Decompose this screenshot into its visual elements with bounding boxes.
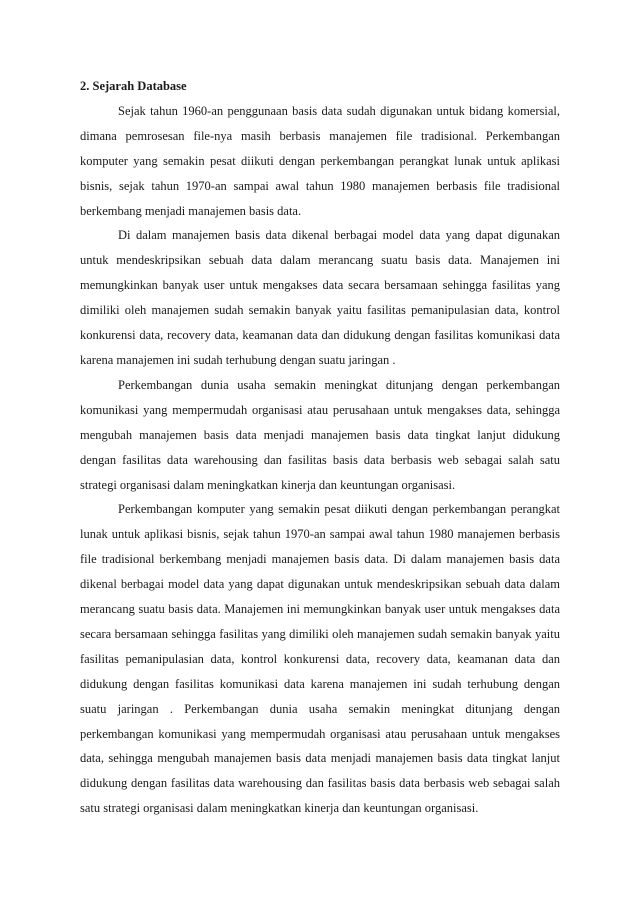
paragraph-3: Perkembangan dunia usaha semakin meningkat ditunjang dengan perkembangan komunikasi yang mempermudah organisasi atau perusahaan untuk mengakses data, sehingga mengubah manajemen basis data menjadi manajemen basis data tingkat lanjut didukung dengan fasilitas data warehousing dan fasilitas basis data berbasis web sebagai salah satu strategi organisasi dalam meningkatkan kinerja dan keuntungan organisasi. [80, 377, 560, 492]
document-content [80, 74, 560, 821]
paragraph-2: Di dalam manajemen basis data dikenal berbagai model data yang dapat digunakan untuk mendeskripsikan sebuah data dalam merancang suatu basis data. Manajemen ini memungkinkan banyak user untuk mengakses data secara bersamaan sehingga fasilitas yang dimiliki oleh manajemen sudah semakin banyak yaitu fasilitas pemanipulasian data, kontrol konkurensi data, recovery data, keamanan data dan didukung dengan fasilitas komunikasi data karena manajemen ini sudah terhubung dengan suatu jaringan . [80, 228, 560, 367]
paragraph-1: Sejak tahun 1960-an penggunaan basis data sudah digunakan untuk bidang komersial, dimana pemrosesan file-nya masih berbasis manajemen file tradisional. Perkembangan komputer yang semakin pesat diikuti dengan perkembangan perangkat lunak untuk aplikasi bisnis, sejak tahun 1970-an sampai awal tahun 1980 manajemen berbasis file tradisional berkembang menjadi manajemen basis data. [80, 103, 560, 218]
section-heading: 2. Sejarah Database [80, 79, 187, 93]
paragraph-4: Perkembangan komputer yang semakin pesat diikuti dengan perkembangan perangkat lunak untuk aplikasi bisnis, sejak tahun 1970-an sampai awal tahun 1980 manajemen berbasis file tradisional berkembang menjadi manajemen basis data. Di dalam manajemen basis data dikenal berbagai model data yang dapat digunakan untuk mendeskripsikan sebuah data dalam merancang suatu basis data. Manajemen ini memungkinkan banyak user untuk mengakses data secara bersamaan sehingga fasilitas yang dimiliki oleh manajemen sudah semakin banyak yaitu fasilitas pemanipulasian data, kontrol konkurensi data, recovery data, keamanan data dan didukung dengan fasilitas komunikasi data karena manajemen ini sudah terhubung dengan suatu jaringan . Perkembangan dunia usaha semakin meningkat ditunjang dengan perkembangan komunikasi yang mempermudah organisasi atau perusahaan untuk mengakses data, sehingga mengubah manajemen basis data menjadi manajemen basis data tingkat lanjut didukung dengan fasilitas data warehousing dan fasilitas basis data berbasis web sebagai salah satu strategi organisasi dalam meningkatkan kinerja dan keuntungan organisasi. [80, 502, 560, 816]
